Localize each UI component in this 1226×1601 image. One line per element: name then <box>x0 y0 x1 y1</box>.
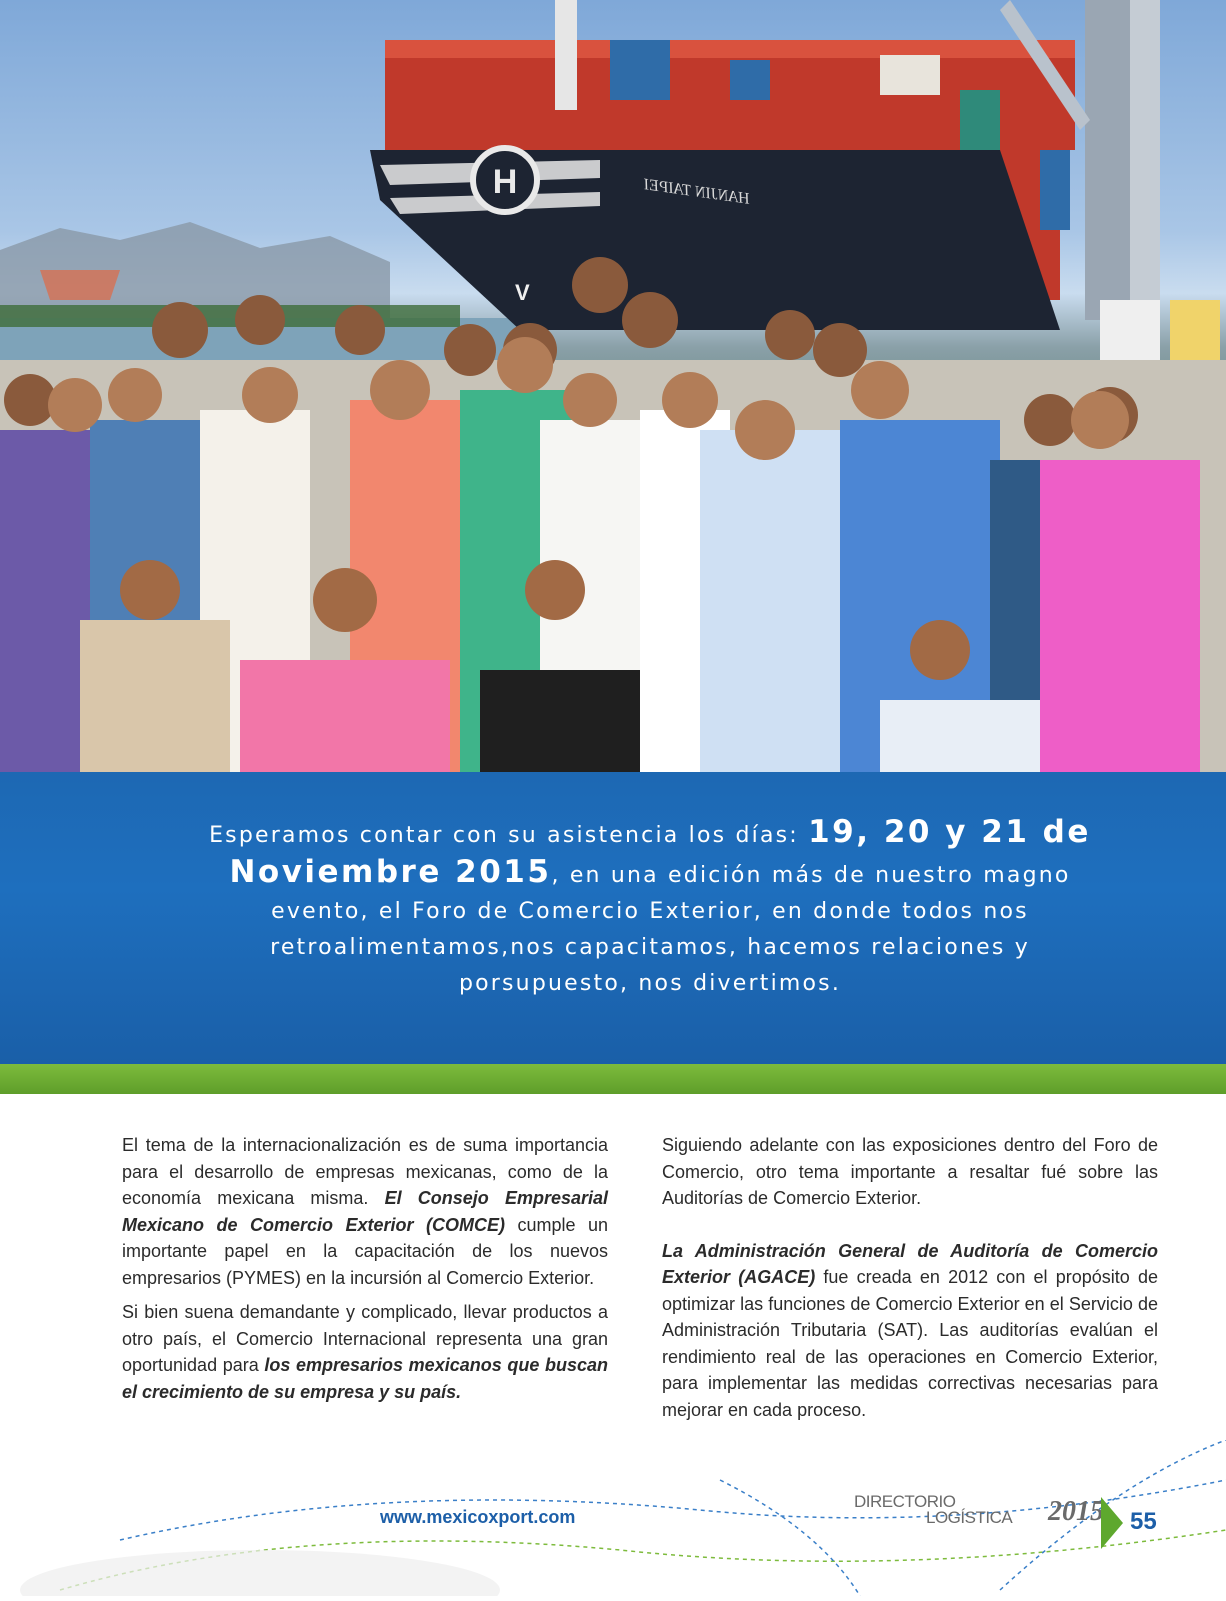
green-divider <box>0 1064 1226 1094</box>
port-group-photo-icon <box>0 0 1226 772</box>
group-photo <box>0 0 1226 772</box>
right-paragraph-2: La Administración General de Auditoría de Comercio Exterior (AGACE) fue creada en 2012 con el propósito de optimizar las funciones de Comercio Exterior en el Servicio de Administración Tributaria (SAT). Las auditorías evalúan el rendimiento real de las operaciones en Comercio Exterior, para implementar las medidas correctivas necesarias para mejorar en cada proceso. <box>662 1240 1158 1420</box>
left-paragraph-1: El tema de la internacionalización es de suma importancia para el desarrollo de empresas mexicanas, como de la economía mexicana misma. El Consejo Empresarial Mexicano de Comercio Exterior (COMCE) cumple un importante papel en la capacitación de los nuevos empresarios (PYMES) en la incursión al Comercio Exterior. <box>122 1135 609 1288</box>
svg-text:HANJIN TAIPEI: HANJIN TAIPEI <box>642 176 751 208</box>
footer-swirl-icon <box>0 1440 1226 1596</box>
left-paragraph-2: Si bien suena demandante y complicado, llevar productos a otro país, el Comercio Internacional representa una gran oportunidad para los empresarios mexicanos que buscan el crecimiento de su empresa y su país. <box>122 1302 608 1402</box>
page-number: 55 <box>1130 1508 1157 1535</box>
page-arrow-icon <box>1101 1497 1123 1549</box>
svg-text:H: H <box>492 163 518 201</box>
page-footer <box>0 1440 1226 1596</box>
right-column <box>662 1132 1158 1431</box>
right-paragraph-1: Siguiendo adelante con las exposiciones dentro del Foro de Comercio, otro tema importante a resaltar fué sobre las Auditorías de Comercio Exterior. <box>662 1135 1158 1208</box>
website-link[interactable]: www.mexicoxport.com <box>380 1507 576 1527</box>
svg-text:V: V <box>515 280 530 305</box>
invitation-banner <box>0 772 1226 1064</box>
left-column <box>122 1132 608 1413</box>
invitation-text: Esperamos contar con su asistencia los días: 19, 20 y 21 de Noviembre 2015, en una edición más de nuestro magno evento, el Foro de Comercio Exterior, en donde todos nos retroalimentamos,nos capacitamos, hacemos relaciones y porsupuesto, nos divertimos. <box>209 814 1091 996</box>
